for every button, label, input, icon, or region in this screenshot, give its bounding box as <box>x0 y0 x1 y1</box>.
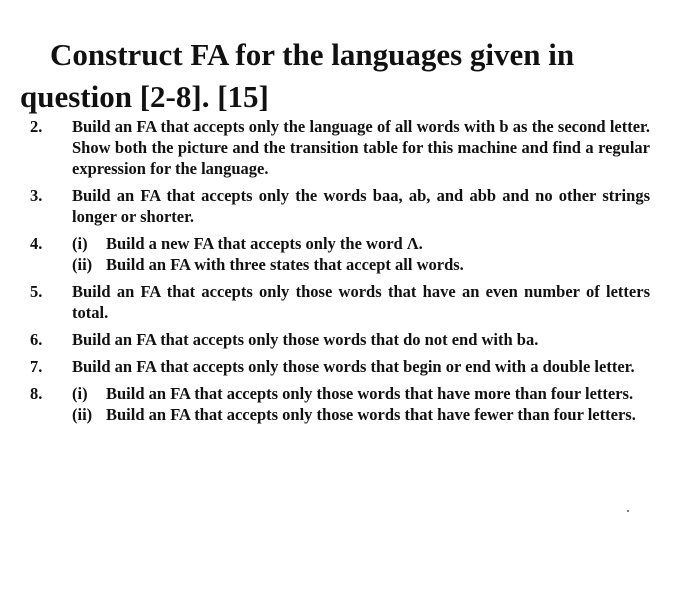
question-list <box>30 116 650 431</box>
question-number: 2. <box>30 117 43 136</box>
question-part <box>72 233 650 254</box>
question-6 <box>30 329 650 350</box>
question-parts <box>72 233 650 275</box>
question-number: 3. <box>30 186 43 205</box>
question-7 <box>30 356 650 377</box>
question-text: Build an FA that accepts only those words that have an even number of letters total. <box>72 282 650 322</box>
question-number: 8. <box>30 384 43 403</box>
question-2 <box>30 116 650 179</box>
scan-speck <box>627 510 629 512</box>
question-text: Build an FA that accepts only the words baa, ab, and abb and no other strings longer or shorter. <box>72 186 650 226</box>
title-line-2: question [2-8]. [15] <box>20 79 269 114</box>
question-parts <box>72 383 650 425</box>
question-4 <box>30 233 650 275</box>
question-number: 7. <box>30 357 43 376</box>
question-text: Build an FA that accepts only those words that begin or end with a double letter. <box>72 357 635 376</box>
question-3 <box>30 185 650 227</box>
part-text: Build an FA that accepts only those words that have more than four letters. <box>106 384 634 403</box>
part-label: (ii) <box>72 405 93 424</box>
question-text: Build an FA that accepts only the language of all words with b as the second letter. Show both the picture and the transition table for this machine and find a regular expression for the language. <box>72 117 650 178</box>
question-number: 5. <box>30 282 43 301</box>
part-text: Build a new FA that accepts only the word Λ. <box>106 234 423 253</box>
part-label: (i) <box>72 234 88 253</box>
part-text: Build an FA that accepts only those words that have fewer than four letters. <box>106 405 636 424</box>
question-number: 4. <box>30 234 43 253</box>
title-line-1: Construct FA for the languages given in <box>50 37 575 72</box>
question-5 <box>30 281 650 323</box>
part-text: Build an FA with three states that accept all words. <box>106 255 464 274</box>
part-label: (i) <box>72 384 88 403</box>
part-label: (ii) <box>72 255 93 274</box>
question-8 <box>30 383 650 425</box>
question-part <box>72 254 650 275</box>
question-number: 6. <box>30 330 43 349</box>
question-part <box>72 404 650 425</box>
question-part <box>72 383 650 404</box>
question-text: Build an FA that accepts only those words that do not end with ba. <box>72 330 539 349</box>
page-title <box>20 34 680 118</box>
